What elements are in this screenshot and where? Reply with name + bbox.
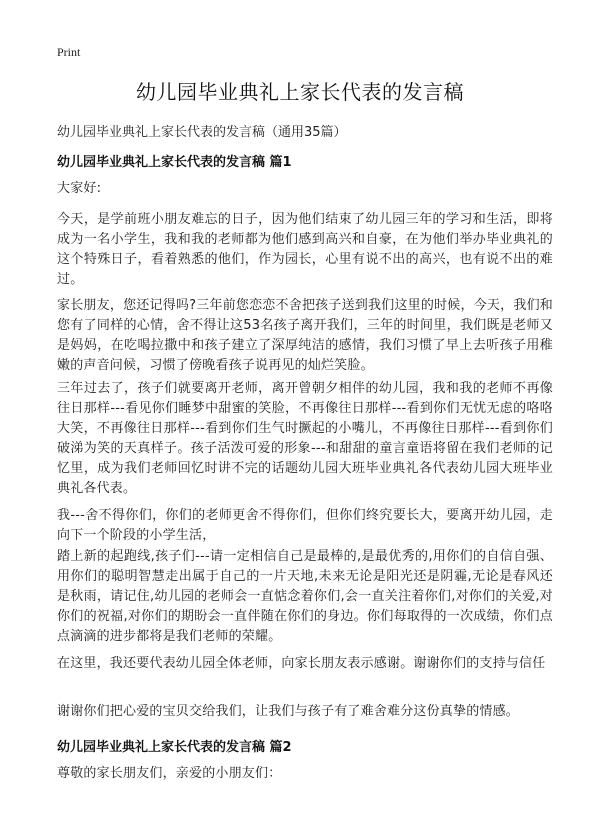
section-heading-1: 幼儿园毕业典礼上家长代表的发言稿 篇1 xyxy=(57,155,292,170)
paragraph-4: 我---舍不得你们，你们的老师更舍不得你们，但你们终究要长大，要离开幼儿园，走向下一个阶段的小学生活， xyxy=(57,508,553,543)
print-label[interactable]: Print xyxy=(57,45,81,59)
document-subtitle: 幼儿园毕业典礼上家长代表的发言稿（通用35篇） xyxy=(57,125,347,140)
paragraph-section2-greeting: 尊敬的家长朋友们，亲爱的小朋友们： xyxy=(57,766,282,781)
paragraph-5: 踏上新的起跑线,孩子们---请一定相信自己是最棒的,是最优秀的,用你们的自信自强、用你们的聪明智慧走出属于自己的一片天地,未来无论是阳光还是阴霾,无论是春风还是秋雨，请记住,幼儿园的老师会一直惦念着你们,会一直关注着你们,对你们的关爱,对你们的祝福,对你们的期盼会一直伴随在你们的身边。你们每取得的一次成绩，你们点点滴滴的进步都将是我们老师的荣耀。 xyxy=(57,549,553,644)
paragraph-7: 谢谢你们把心爱的宝贝交给我们，让我们与孩子有了难舍难分这份真挚的情感。 xyxy=(57,704,520,719)
paragraph-3: 三年过去了，孩子们就要离开老师，离开曾朝夕相伴的幼儿园，我和我的老师不再像往日那样---看见你们睡梦中甜蜜的笑脸，不再像往日那样---看到你们无忧无虑的咯咯大笑，不再像往日那样---看到你们生气时撅起的小嘴儿，不再像往日那样---看到你们破涕为笑的天真样子。孩子活泼可爱的形象---和甜甜的童言童语将留在我们老师的记忆里，成为我们老师回忆时讲不完的话题幼儿园大班毕业典礼各代表幼儿园大班毕业典礼各代表。 xyxy=(57,381,553,496)
paragraph-2: 家长朋友，您还记得吗?三年前您恋恋不舍把孩子送到我们这里的时候，今天，我们和您有了同样的心情，舍不得让这53名孩子离开我们，三年的时间里，我们既是老师又是妈妈，在吃喝拉撒中和孩子建立了深厚纯洁的感情，我们习惯了早上去听孩子用稚嫩的声音问候，习惯了傍晚看孩子说再见的灿烂笑脸。 xyxy=(57,298,553,373)
paragraph-6: 在这里，我还要代表幼儿园全体老师，向家长朋友表示感谢。谢谢你们的支持与信任 xyxy=(57,656,546,671)
paragraph-greeting: 大家好: xyxy=(57,181,102,196)
section-heading-2: 幼儿园毕业典礼上家长代表的发言稿 篇2 xyxy=(57,740,292,755)
page-title: 幼儿园毕业典礼上家长代表的发言稿 xyxy=(136,80,464,104)
paragraph-1: 今天，是学前班小朋友难忘的日子，因为他们结束了幼儿园三年的学习和生活，即将成为一名小学生，我和我的老师都为他们感到高兴和自豪，在为他们举办毕业典礼的这个特殊日子，看着熟悉的他们，作为园长，心里有说不出的高兴，也有说不出的难过。 xyxy=(57,212,553,287)
